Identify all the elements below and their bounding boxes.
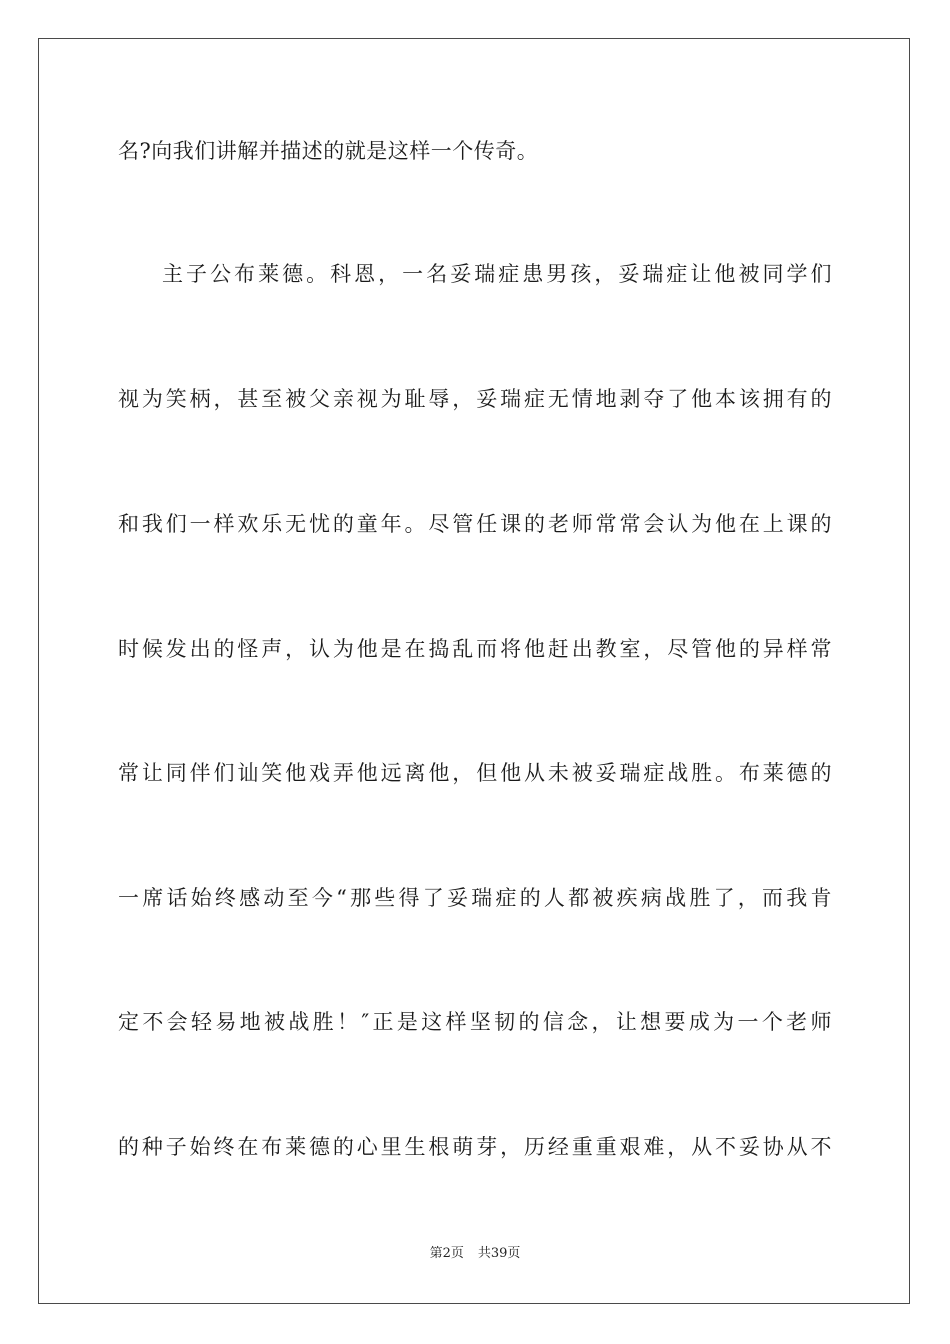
text-line-5: 时候发出的怪声，认为他是在捣乱而将他赶出教室，尽管他的异样常 — [118, 637, 832, 661]
text-line-8: 定不会轻易地被战胜！″正是这样坚韧的信念，让想要成为一个老师 — [118, 1010, 832, 1034]
text-line-6: 常让同伴们讪笑他戏弄他远离他，但他从未被妥瑞症战胜。布莱德的 — [118, 761, 832, 785]
page-footer — [0, 1244, 950, 1264]
text-line-3: 视为笑柄，甚至被父亲视为耻辱，妥瑞症无情地剥夺了他本该拥有的 — [118, 387, 832, 411]
text-line-1: 名?向我们讲解并描述的就是这样一个传奇。 — [118, 139, 539, 163]
text-line-4: 和我们一样欢乐无忧的童年。尽管任课的老师常常会认为他在上课的 — [118, 512, 832, 536]
text-line-2: 主子公布莱德。科恩，一名妥瑞症患男孩，妥瑞症让他被同学们 — [162, 262, 832, 286]
page-total: 共39页 — [477, 1246, 521, 1261]
page-number: 第2页 — [429, 1246, 464, 1261]
text-line-7: 一席话始终感动至今“那些得了妥瑞症的人都被疾病战胜了，而我肯 — [118, 886, 832, 910]
page-border — [38, 38, 910, 1304]
text-line-9: 的种子始终在布莱德的心里生根萌芽，历经重重艰难，从不妥协从不 — [118, 1135, 832, 1159]
